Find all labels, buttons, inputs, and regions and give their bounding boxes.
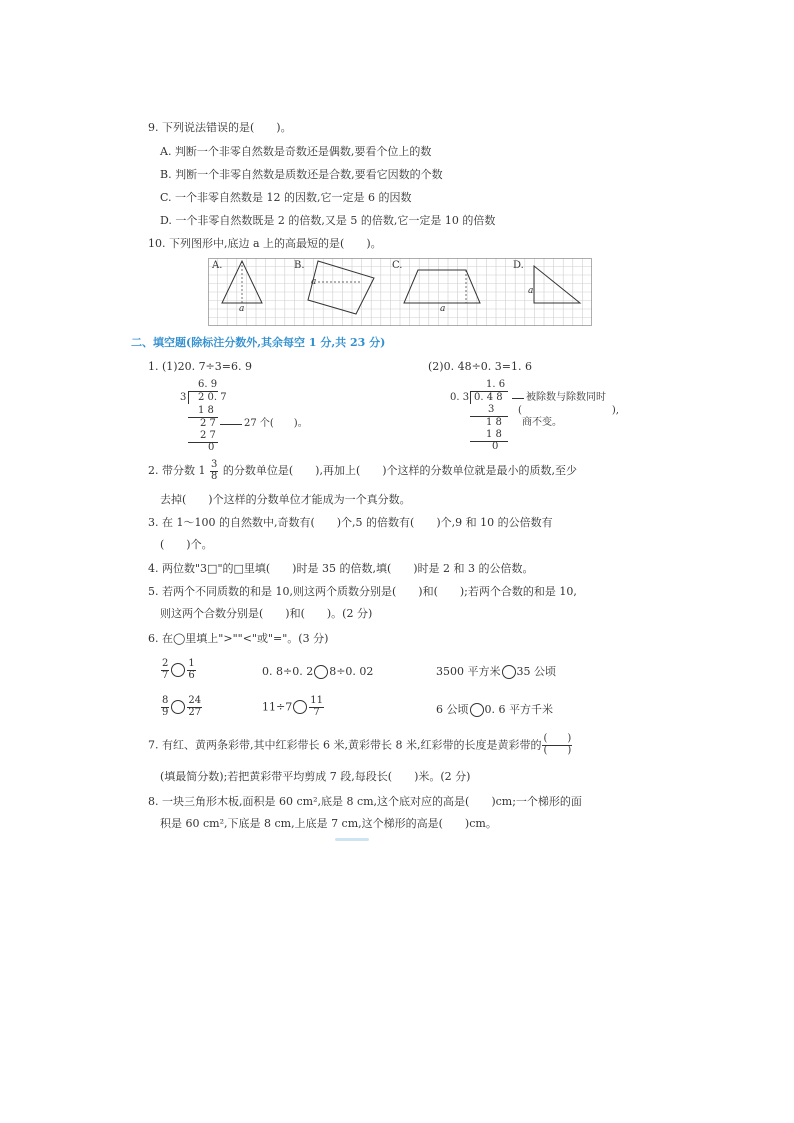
- f2-frac-num: 3: [211, 459, 218, 470]
- r1b-left: 0. 8÷0. 2: [262, 665, 314, 678]
- f6-r1a: [160, 659, 197, 681]
- f7-text1: 7. 有红、黄两条彩带,其中红彩带长 6 米,黄彩带长 8 米,红彩带的长度是黄彩带的: [148, 738, 542, 752]
- f7-line2: (填最简分数);若把黄彩带平均剪成 7 段,每段长( )米。(2 分): [160, 770, 471, 783]
- f7-blank-fraction[interactable]: [542, 734, 572, 756]
- left-divisor: 3: [180, 392, 187, 403]
- f1-left-division: [160, 378, 310, 453]
- f6-r2b: [262, 696, 325, 718]
- r2a-d1: 9: [162, 706, 169, 718]
- f4-line: 4. 两位数"3□"的□里填( )时是 35 的倍数,填( )时是 2 和 3 的公倍数。: [148, 562, 534, 575]
- f2-fraction: [210, 460, 218, 482]
- f1-right-title: (2)0. 48÷0. 3=1. 6: [428, 360, 532, 373]
- right-r3: 1 8: [486, 429, 502, 440]
- f7-line1: [148, 734, 573, 756]
- right-note3: 商不变。: [522, 417, 562, 428]
- r2b-left: 11÷7: [262, 700, 293, 714]
- r1b-right: 8÷0. 02: [329, 665, 374, 678]
- r2b-d: 7: [313, 706, 320, 718]
- base-a-c: a: [440, 304, 446, 314]
- label-a: A.: [212, 260, 223, 271]
- q9-option-d: D. 一个非零自然数既是 2 的倍数,又是 5 的倍数,它一定是 10 的倍数: [160, 214, 496, 227]
- section-2-title: 二、填空题(除标注分数外,其余每空 1 分,共 23 分): [131, 336, 386, 349]
- left-r2: 2 7: [200, 418, 216, 429]
- q9-option-c: C. 一个非零自然数是 12 的因数,它一定是 6 的因数: [160, 191, 412, 204]
- f2-line2: 去掉( )个这样的分数单位才能成为一个真分数。: [160, 493, 411, 506]
- left-r4: 0: [208, 442, 215, 453]
- f1-right-division: [448, 378, 619, 452]
- right-note1: 被除数与除数同时: [526, 392, 606, 403]
- f7-blank-num: ( ): [543, 733, 572, 744]
- f6-r2a: [160, 696, 203, 718]
- right-divisor: 0. 3: [450, 392, 470, 403]
- base-a-a: a: [239, 304, 245, 314]
- right-note2: ( ),: [518, 405, 619, 416]
- right-r1: 3: [488, 404, 495, 415]
- shape-b-parallelogram: [308, 261, 374, 314]
- f8-line2: 积是 60 cm²,下底是 8 cm,上底是 7 cm,这个梯形的高是( )cm。: [160, 817, 497, 830]
- right-dividend: 0. 4 8: [474, 392, 503, 403]
- base-a-b: a: [311, 277, 317, 287]
- f2-part2: 的分数单位是( ),再加上( )个这样的分数单位就是最小的质数,至少: [222, 464, 578, 477]
- f6-r1b: [262, 665, 373, 679]
- r1c-left: 3500 平方米: [436, 665, 501, 678]
- r1a-d1: 7: [162, 669, 169, 681]
- compare-circle[interactable]: [293, 700, 307, 714]
- r1a-n1: 2: [162, 658, 169, 669]
- f3-line1: 3. 在 1～100 的自然数中,奇数有( )个,5 的倍数有( )个,9 和 10 的公倍数有: [148, 516, 553, 529]
- q9-option-b: B. 判断一个非零自然数是质数还是合数,要看它因数的个数: [160, 168, 443, 181]
- f6-r2c: [436, 703, 553, 717]
- compare-circle[interactable]: [470, 703, 484, 717]
- f5-line1: 5. 若两个不同质数的和是 10,则这两个质数分别是( )和( );若两个合数的和是 10,: [148, 585, 577, 598]
- f2-line1: [148, 460, 577, 482]
- r1a-d2: 6: [188, 669, 195, 681]
- f3-line2: ( )个。: [160, 538, 213, 551]
- f8-line1: 8. 一块三角形木板,面积是 60 cm²,底是 8 cm,这个底对应的高是( )cm;一个梯形的面: [148, 795, 582, 808]
- left-note: 27 个( )。: [244, 418, 308, 429]
- left-quotient: 6. 9: [198, 379, 218, 390]
- f6-r1c: [436, 665, 556, 679]
- right-r2: 1 8: [486, 417, 502, 428]
- q9-stem: 9. 下列说法错误的是( )。: [148, 121, 292, 134]
- r2a-n2: 24: [188, 695, 202, 706]
- label-d: D.: [513, 260, 524, 271]
- r2c-left: 6 公顷: [436, 703, 469, 716]
- base-a-d: a: [528, 286, 534, 296]
- right-quotient: 1. 6: [486, 379, 506, 390]
- compare-circle[interactable]: [171, 700, 185, 714]
- label-c: C.: [392, 260, 403, 271]
- page-decoration: [335, 838, 369, 841]
- f7-blank-den: ( ): [543, 744, 572, 756]
- q10-stem: 10. 下列图形中,底边 a 上的高最短的是( )。: [148, 237, 382, 250]
- r1c-right: 35 公顷: [516, 665, 556, 678]
- left-r3: 2 7: [200, 430, 216, 441]
- r2b-n: 11: [310, 695, 323, 706]
- f5-line2: 则这两个合数分别是( )和( )。(2 分): [160, 607, 373, 620]
- compare-circle[interactable]: [171, 663, 185, 677]
- q9-option-a: A. 判断一个非零自然数是奇数还是偶数,要看个位上的数: [160, 145, 432, 158]
- f6-stem: 6. 在◯里填上">""<"或"="。(3 分): [148, 632, 329, 645]
- f2-frac-den: 8: [211, 470, 218, 482]
- right-r4: 0: [492, 441, 499, 452]
- f2-part1: 2. 带分数 1: [148, 464, 206, 477]
- label-b: B.: [294, 260, 305, 271]
- compare-circle[interactable]: [314, 665, 328, 679]
- compare-circle[interactable]: [502, 665, 516, 679]
- r2c-right: 0. 6 平方千米: [484, 703, 553, 716]
- r1a-n2: 1: [188, 658, 195, 669]
- r2a-d2: 27: [188, 706, 202, 718]
- left-r1: 1 8: [198, 405, 214, 416]
- r2a-n1: 8: [162, 695, 169, 706]
- left-dividend: 2 0. 7: [198, 392, 227, 403]
- f1-left-title: 1. (1)20. 7÷3=6. 9: [148, 360, 252, 373]
